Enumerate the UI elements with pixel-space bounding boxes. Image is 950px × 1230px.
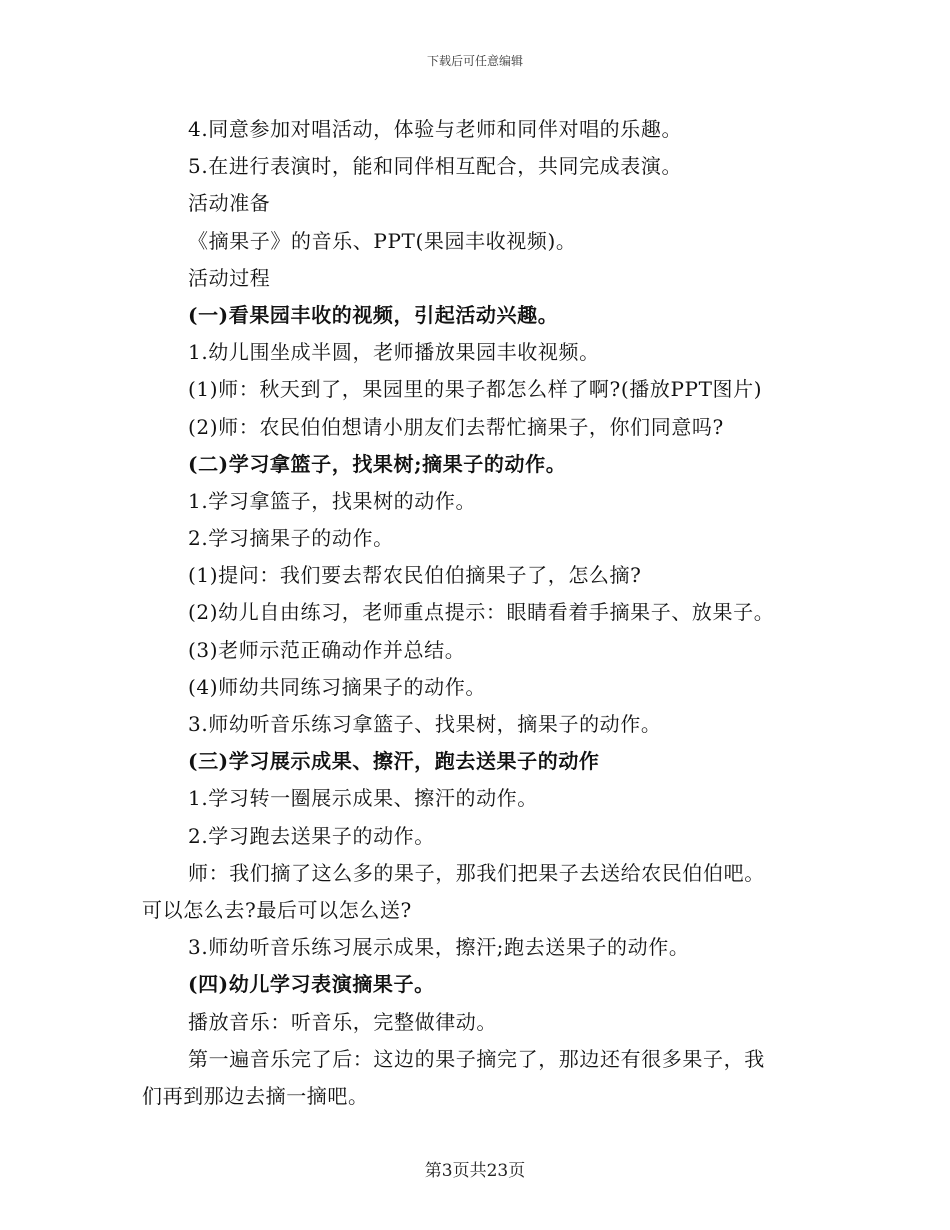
paragraph-line: (1)师：秋天到了，果园里的果子都怎么样了啊?(播放PPT图片) [188,377,763,402]
paragraph-line: 《摘果子》的音乐、PPT(果园丰收视频)。 [188,228,577,253]
section-heading: (二)学习拿篮子，找果树;摘果子的动作。 [188,451,567,476]
section-heading: (一)看果园丰收的视频，引起活动兴趣。 [188,302,559,327]
paragraph-line: 播放音乐：听音乐，完整做律动。 [188,1009,497,1034]
paragraph-line: (1)提问：我们要去帮农民伯伯摘果子了，怎么摘? [188,563,642,588]
paragraph-line: (2)师：农民伯伯想请小朋友们去帮忙摘果子，你们同意吗? [188,414,724,439]
paragraph-line: 活动准备 [188,191,271,216]
paragraph-line: 们再到那边去摘一摘吧。 [142,1083,369,1108]
paragraph-line: 第一遍音乐完了后：这边的果子摘完了，那边还有很多果子，我 [188,1046,765,1071]
paragraph-line: 师：我们摘了这么多的果子，那我们把果子去送给农民伯伯吧。 [188,860,765,885]
paragraph-line: 3.师幼听音乐练习展示成果，擦汗;跑去送果子的动作。 [188,935,690,960]
paragraph-line: (2)幼儿自由练习，老师重点提示：眼睛看着手摘果子、放果子。 [188,600,775,625]
section-heading: (四)幼儿学习表演摘果子。 [188,972,435,997]
paragraph-line: 4.同意参加对唱活动，体验与老师和同伴对唱的乐趣。 [188,117,683,141]
section-heading: (三)学习展示成果、擦汗，跑去送果子的动作 [188,749,600,774]
page-footer: 第3页共23页 [424,1161,526,1181]
paragraph-line: 2.学习摘果子的动作。 [188,526,394,551]
paragraph-line: 可以怎么去?最后可以怎么送? [142,897,412,922]
paragraph-line: (3)老师示范正确动作并总结。 [188,637,466,662]
page-header: 下载后可任意编辑 [426,54,523,68]
paragraph-line: 1.学习拿篮子，找果树的动作。 [188,488,477,513]
document-body [142,111,808,1115]
paragraph-line: 3.师幼听音乐练习拿篮子、找果树，摘果子的动作。 [188,712,662,736]
paragraph-line: 2.学习跑去送果子的动作。 [188,823,435,848]
paragraph-line: 活动过程 [188,265,271,290]
paragraph-line: (4)师幼共同练习摘果子的动作。 [188,674,486,699]
paragraph-line: 1.学习转一圈展示成果、擦汗的动作。 [188,786,538,811]
paragraph-line: 5.在进行表演时，能和同伴相互配合，共同完成表演。 [188,154,683,179]
paragraph-line: 1.幼儿围坐成半圆，老师播放果园丰收视频。 [188,340,600,365]
